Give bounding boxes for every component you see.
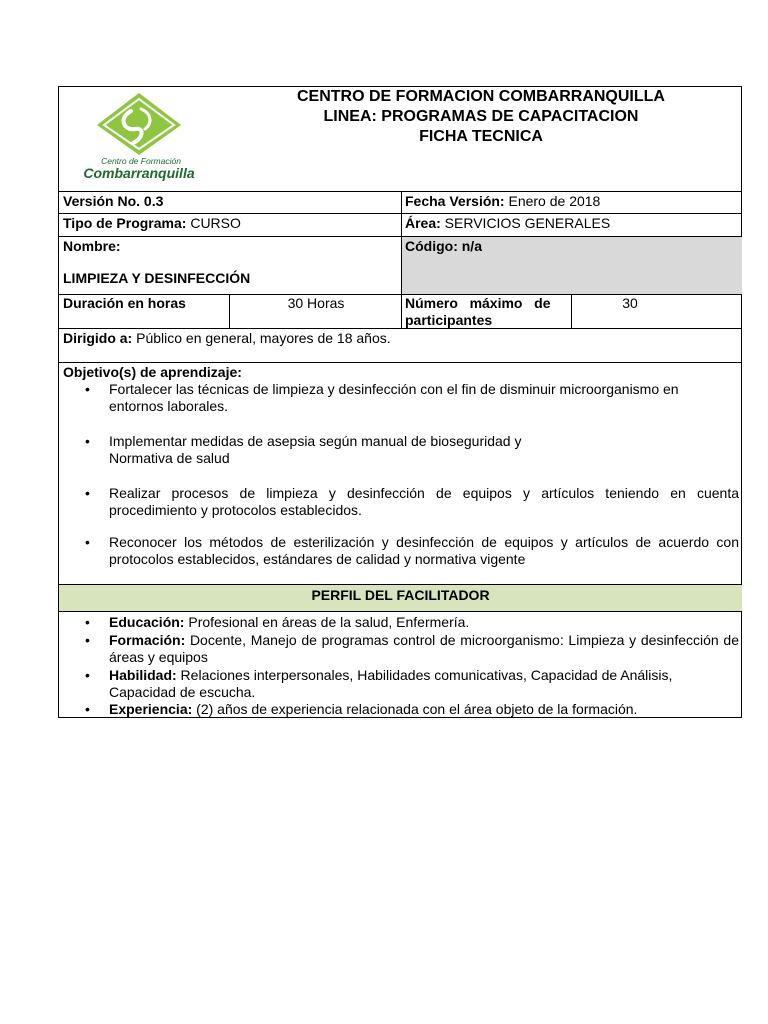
bullet-icon: • <box>85 632 90 648</box>
perfil-item-value: (2) años de experiencia relacionada con el área objeto de la formación. <box>192 701 638 717</box>
perfil-item-experiencia <box>109 701 739 718</box>
bullet-icon: • <box>85 701 90 717</box>
bullet-icon: • <box>85 433 90 449</box>
header-title-3: FICHA TECNICA <box>419 128 543 145</box>
perfil-item-value: Profesional en áreas de la salud, Enfermería. <box>184 614 470 630</box>
bullet-icon: • <box>85 614 90 630</box>
bullet-icon: • <box>85 381 90 397</box>
dirigido-a <box>63 330 391 346</box>
perfil-item-formacion <box>109 632 739 666</box>
bullet-icon: • <box>85 534 90 550</box>
fecha-version-value: Enero de 2018 <box>504 193 601 209</box>
logo <box>69 89 209 185</box>
ficha-tecnica-table <box>58 86 742 718</box>
area-value: SERVICIOS GENERALES <box>440 215 611 231</box>
tipo-programa-value: CURSO <box>186 215 241 231</box>
duracion-value: 30 Horas <box>287 295 345 311</box>
combarranquilla-logo-icon <box>69 89 209 185</box>
codigo-label: Código: n/a <box>405 238 482 254</box>
logo-wordmark: Combarranquilla <box>83 165 195 181</box>
tipo-programa <box>63 215 241 231</box>
bullet-icon: • <box>85 667 90 683</box>
objetivo-item: Realizar procesos de limpieza y desinfección de equipos y artículos teniendo en cuenta procedimiento y protocolos establecidos. <box>109 485 739 518</box>
version-label: Versión No. 0.3 <box>63 193 164 209</box>
perfil-item-value: Docente, Manejo de programas control de microorganismo: Limpieza y desinfección de áreas y equipos <box>109 632 739 665</box>
perfil-item-value: Relaciones interpersonales, Habilidades comunicativas, Capacidad de Análisis, Capacidad de escucha. <box>109 667 673 700</box>
objetivo-item: Reconocer los métodos de esterilización y desinfección de equipos y artículos de acuerdo con protocolos establecidos, estándares de calidad y normativa vigente <box>109 534 739 567</box>
perfil-item-label: Habilidad: <box>109 667 177 683</box>
objetivos-label: Objetivo(s) de aprendizaje: <box>63 364 242 380</box>
dirigido-label: Dirigido a: <box>63 330 133 346</box>
fecha-version <box>405 193 600 209</box>
perfil-title: PERFIL DEL FACILITADOR <box>311 587 490 603</box>
nombre-value: LIMPIEZA Y DESINFECCIÓN <box>63 270 251 286</box>
header-title-2: LINEA: PROGRAMAS DE CAPACITACION <box>323 108 639 125</box>
objetivo-item: Fortalecer las técnicas de limpieza y desinfección con el fin de disminuir microorganismo en entornos laborales. <box>109 381 679 414</box>
tipo-programa-label: Tipo de Programa: <box>63 215 187 231</box>
perfil-item-label: Educación: <box>109 614 185 630</box>
bullet-icon: • <box>85 485 90 501</box>
area-label: Área: <box>405 215 441 231</box>
perfil-item-label: Formación: <box>109 632 186 648</box>
max-participantes-label-2: participantes <box>405 312 493 328</box>
perfil-item-label: Experiencia: <box>109 701 193 717</box>
duracion-label: Duración en horas <box>63 295 186 311</box>
perfil-item-habilidad <box>109 667 739 701</box>
max-participantes-label-1: Número máximo de <box>405 295 551 311</box>
fecha-version-label: Fecha Versión: <box>405 193 505 209</box>
logo-subtitle: Centro de Formación <box>101 156 181 166</box>
objetivo-item: Implementar medidas de asepsia según manual de bioseguridad y Normativa de salud <box>109 433 522 466</box>
header-title-1: CENTRO DE FORMACION COMBARRANQUILLA <box>297 88 665 105</box>
nombre-label: Nombre: <box>63 238 121 254</box>
dirigido-value: Público en general, mayores de 18 años. <box>132 330 391 346</box>
perfil-item-educacion <box>109 614 739 631</box>
area <box>405 215 610 231</box>
max-participantes-value: 30 <box>622 295 638 311</box>
